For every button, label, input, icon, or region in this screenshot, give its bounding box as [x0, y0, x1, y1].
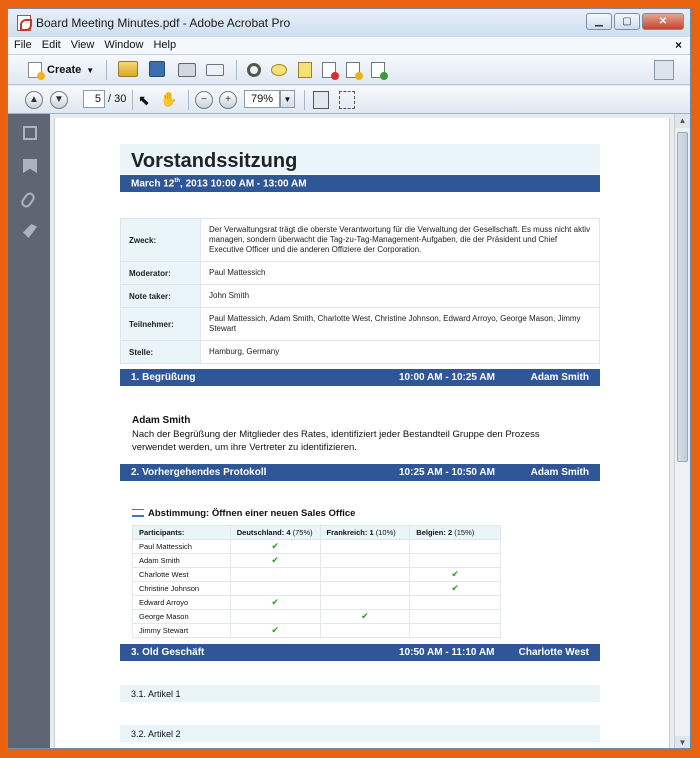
vote-column-header: Belgien: 2 (15%): [410, 526, 501, 540]
info-key: Zweck:: [121, 219, 201, 262]
comment-button[interactable]: [271, 64, 287, 76]
divider: [188, 90, 189, 110]
vertical-scrollbar[interactable]: [674, 114, 690, 749]
export-document-icon: [371, 62, 385, 78]
pdf-icon: [17, 15, 31, 31]
checkmark-icon: ✔: [230, 554, 320, 568]
participant-name: Charlotte West: [133, 568, 231, 582]
next-page-button[interactable]: [50, 91, 68, 109]
vote-cell: [410, 610, 501, 624]
title-bar: [8, 9, 690, 37]
vote-cell: [320, 624, 410, 638]
menu-view[interactable]: View: [70, 39, 95, 51]
chevron-down-icon: ▼: [86, 65, 95, 75]
scale-icon: [132, 509, 144, 517]
section-title: 3. Old Geschäft: [131, 647, 205, 658]
info-key: Stelle:: [121, 341, 201, 364]
info-row-note-taker: [121, 285, 600, 308]
vote-row: [133, 540, 501, 554]
signature-icon[interactable]: [23, 224, 37, 238]
document-area: [50, 114, 676, 749]
info-key: Moderator:: [121, 262, 201, 285]
hand-tool-button[interactable]: [160, 91, 177, 108]
checkmark-icon: ✔: [230, 540, 320, 554]
info-value: Paul Mattessich: [201, 262, 600, 285]
printer-icon: [178, 63, 196, 77]
menu-window[interactable]: Window: [104, 39, 144, 51]
section-header: [120, 464, 600, 481]
participant-name: Jimmy Stewart: [133, 624, 231, 638]
section-presenter: Charlotte West: [518, 647, 589, 658]
info-key: Note taker:: [121, 285, 201, 308]
section-title: 2. Vorhergehendes Protokoll: [131, 467, 267, 478]
zoom-dropdown[interactable]: [280, 90, 295, 108]
close-document-icon[interactable]: ×: [674, 38, 682, 52]
scroll-thumb[interactable]: [677, 132, 688, 462]
vote-row: [133, 554, 501, 568]
info-value: Der Verwaltungsrat trägt die oberste Verantwortung für die Verwaltung der Gesellschaft. Es muss nicht aktiv managen, sondern überwacht die Tag-zu-Tag-Management-Aufgaben, die der Präsident und Chief Executive Officer und die anderen Offiziere der Corporation.: [201, 219, 600, 262]
gear-icon: [247, 63, 261, 77]
window-title: Board Meeting Minutes.pdf - Adobe Acrobat Pro: [36, 16, 291, 30]
main-toolbar: [8, 55, 690, 85]
checkmark-icon: ✔: [320, 610, 410, 624]
info-row-purpose: [121, 219, 600, 262]
divider: [132, 90, 133, 110]
acrobat-window: [7, 8, 691, 749]
navigation-pane: [8, 114, 50, 749]
cursor-arrow-icon: ⬉: [138, 92, 150, 108]
save-button[interactable]: [149, 61, 165, 77]
plus-icon: +: [225, 94, 231, 105]
fit-page-button[interactable]: [313, 91, 329, 109]
vote-row: [133, 568, 501, 582]
divider: [106, 60, 107, 80]
vote-header-row: [133, 526, 501, 540]
participant-name: George Mason: [133, 610, 231, 624]
section-header: [120, 644, 600, 661]
expand-button[interactable]: [654, 60, 674, 80]
participant-name: Christine Johnson: [133, 582, 231, 596]
section-time: 10:25 AM - 10:50 AM: [399, 467, 495, 478]
page-number-input[interactable]: 5: [83, 90, 105, 108]
article-item: 3.1. Artikel 1: [120, 685, 600, 702]
menu-bar: [8, 37, 690, 55]
section-title: 1. Begrüßung: [131, 372, 196, 383]
vote-row: [133, 582, 501, 596]
folder-icon: [118, 61, 138, 77]
section-header: [120, 369, 600, 386]
pages-icon[interactable]: [23, 126, 37, 140]
pdf-page: [54, 118, 670, 749]
zoom-input[interactable]: 79%: [244, 90, 280, 108]
document-title: Vorstandssitzung: [131, 150, 298, 172]
hand-icon: ✋: [160, 91, 178, 107]
vote-cell: [320, 596, 410, 610]
info-value: John Smith: [201, 285, 600, 308]
sticky-note-icon: [298, 62, 312, 78]
comment-bubble-icon: [271, 64, 287, 76]
participant-name: Paul Mattessich: [133, 540, 231, 554]
attachment-icon[interactable]: [19, 191, 36, 210]
scroll-up-icon[interactable]: ▲: [675, 114, 690, 128]
create-label: Create: [47, 64, 82, 76]
section-time: 10:00 AM - 10:25 AM: [399, 372, 495, 383]
welcome-text: Nach der Begrüßung der Mitglieder des Rates, identifiziert jeder Bestandteil Gruppe den Prozess verwendet werden, um ihre Vertreter zu identifizieren.: [132, 429, 540, 453]
vote-cell: [410, 596, 501, 610]
checkmark-icon: ✔: [230, 596, 320, 610]
vote-title: Abstimmung: Öffnen einer neuen Sales Office: [148, 508, 356, 519]
meeting-date-bar: [120, 175, 600, 192]
vote-cell: [320, 568, 410, 582]
arrow-down-icon: ▼: [54, 94, 64, 105]
secure-button[interactable]: [322, 62, 336, 78]
open-button[interactable]: [118, 61, 138, 77]
vote-column-header: Participants:: [133, 526, 231, 540]
vote-cell: [410, 624, 501, 638]
page-total: / 30: [108, 93, 127, 105]
arrow-up-icon: ▲: [29, 94, 39, 105]
navigation-toolbar: [8, 86, 690, 114]
divider: [304, 90, 305, 110]
vote-column-header: Frankreich: 1 (10%): [320, 526, 410, 540]
create-button[interactable]: [24, 59, 98, 81]
info-value: Hamburg, Germany: [201, 341, 600, 364]
sign-document-icon: [346, 62, 360, 78]
sign-button[interactable]: [346, 62, 360, 78]
previous-page-button[interactable]: [25, 91, 43, 109]
divider: [236, 60, 237, 80]
title-block: [120, 144, 600, 174]
minimize-button[interactable]: ▁: [586, 13, 612, 30]
print-button[interactable]: [178, 63, 196, 77]
speaker-name: Adam Smith: [132, 415, 191, 426]
info-row-participants: [121, 308, 600, 341]
zoom-in-button[interactable]: [219, 91, 237, 109]
info-value: Paul Mattessich, Adam Smith, Charlotte West, Christine Johnson, Edward Arroyo, George Mason, Jimmy Stewart: [201, 308, 600, 341]
vote-column-header: Deutschland: 4 (75%): [230, 526, 320, 540]
vote-table: [132, 525, 501, 638]
maximize-button[interactable]: ▢: [614, 13, 640, 30]
select-tool-button[interactable]: [138, 92, 150, 109]
vote-cell: [320, 554, 410, 568]
article-item: 3.2. Artikel 2: [120, 725, 600, 742]
menu-help[interactable]: Help: [153, 39, 177, 51]
export-button[interactable]: [371, 62, 385, 78]
participant-name: Edward Arroyo: [133, 596, 231, 610]
sticky-note-button[interactable]: [298, 62, 312, 78]
checkmark-icon: ✔: [410, 582, 501, 596]
close-button[interactable]: ✕: [642, 13, 684, 30]
vote-row: [133, 624, 501, 638]
section-presenter: Adam Smith: [530, 467, 589, 478]
vote-cell: [320, 540, 410, 554]
vote-cell: [230, 610, 320, 624]
bookmark-icon[interactable]: [23, 159, 37, 173]
checkmark-icon: ✔: [230, 624, 320, 638]
meeting-date: March 12th, 2013 10:00 AM - 13:00 AM: [131, 178, 307, 190]
scroll-down-icon[interactable]: ▼: [675, 736, 690, 749]
vote-row: [133, 596, 501, 610]
vote-row: [133, 610, 501, 624]
section-presenter: Adam Smith: [530, 372, 589, 383]
vote-cell: [410, 554, 501, 568]
minus-icon: −: [201, 94, 207, 105]
checkmark-icon: ✔: [410, 568, 501, 582]
secure-document-icon: [322, 62, 336, 78]
participant-name: Adam Smith: [133, 554, 231, 568]
info-row-location: [121, 341, 600, 364]
vote-cell: [230, 582, 320, 596]
email-button[interactable]: [206, 64, 224, 76]
meeting-info-table: [120, 218, 600, 364]
settings-button[interactable]: [247, 63, 261, 77]
zoom-out-button[interactable]: [195, 91, 213, 109]
info-key: Teilnehmer:: [121, 308, 201, 341]
chevron-down-icon: ▼: [283, 94, 292, 104]
menu-file[interactable]: File: [14, 39, 32, 51]
expand-icon: [654, 60, 674, 80]
save-icon: [149, 61, 165, 77]
section-time: 10:50 AM - 11:10 AM: [399, 647, 495, 658]
vote-cell: [320, 582, 410, 596]
info-row-moderator: [121, 262, 600, 285]
vote-cell: [410, 540, 501, 554]
create-doc-icon: [28, 62, 42, 78]
vote-cell: [230, 568, 320, 582]
full-screen-button[interactable]: [339, 91, 355, 109]
menu-edit[interactable]: Edit: [41, 39, 61, 51]
envelope-icon: [206, 64, 224, 76]
